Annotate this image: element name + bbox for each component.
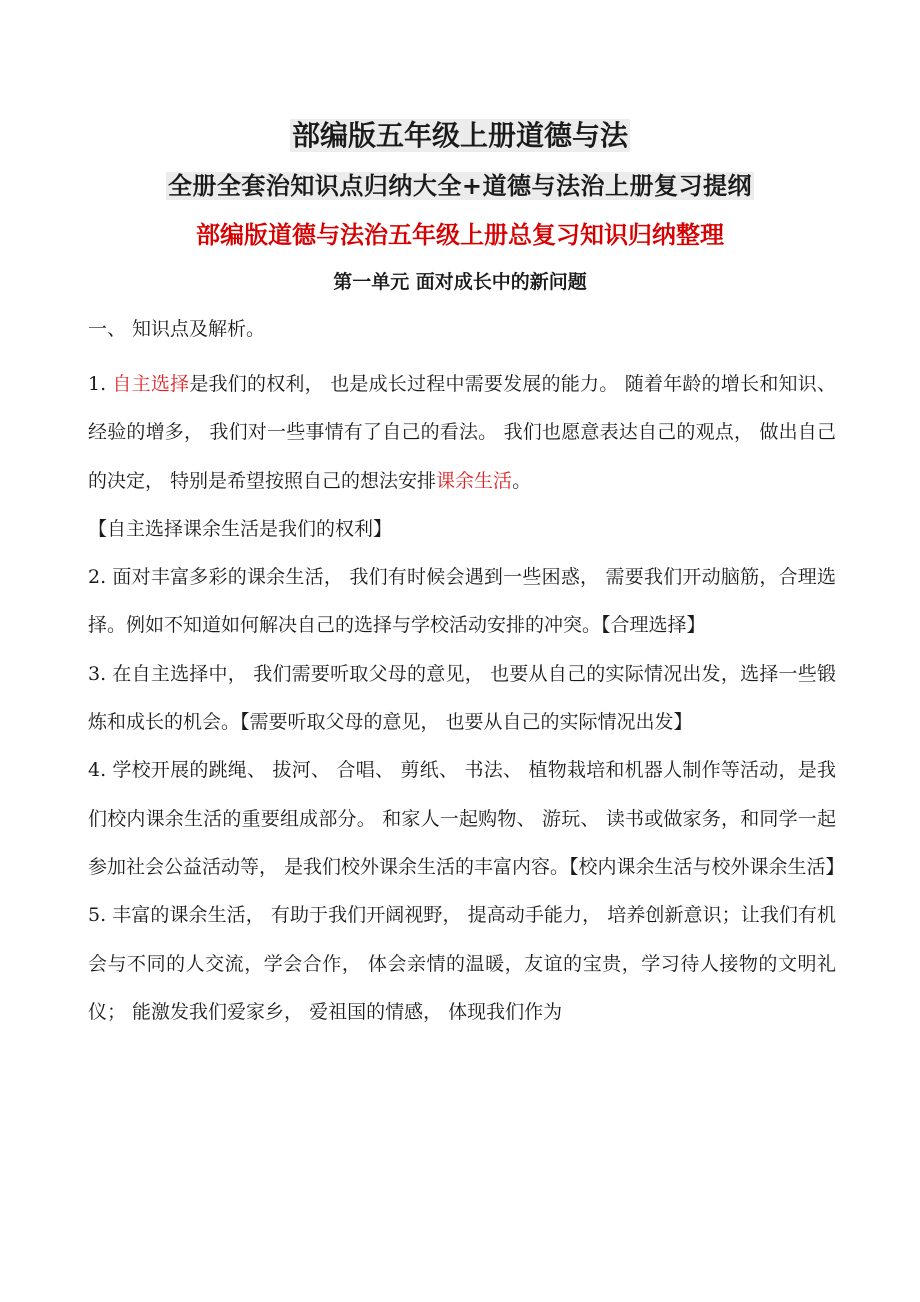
main-title bbox=[0, 116, 920, 156]
section-heading: 一、 知识点及解析。 bbox=[88, 318, 266, 340]
paragraph-text: 是我们的权利， 也是成长过程中需要发展的能力。 随着年龄的增长和知识、 经验的增多， 我们对一些事情有了自己的看法。 我们也愿意表达自己的观点， 做出自己的决定， 特别是希望按照自己的想法安排 bbox=[88, 373, 836, 492]
highlight-term: 自主选择 bbox=[112, 373, 190, 395]
subtitle-text: 全册全套治知识点归纳大全+道德与法治上册复习提纲 bbox=[167, 172, 753, 200]
subtitle bbox=[0, 168, 920, 204]
paragraph-3: 3. 在自主选择中， 我们需要听取父母的意见， 也要从自己的实际情况出发，选择一些锻炼和成长的机会。【需要听取父母的意见， 也要从自己的实际情况出发】 bbox=[88, 662, 836, 734]
paragraph-text: 。 bbox=[512, 469, 532, 492]
main-title-text: 部编版五年级上册道德与法 bbox=[291, 119, 628, 152]
paragraph-1 bbox=[88, 360, 836, 505]
document-body bbox=[88, 360, 845, 1036]
paragraph-1-tag: 【自主选择课余生活是我们的权利】 bbox=[88, 517, 393, 540]
highlight-term: 课余生活 bbox=[436, 469, 513, 492]
paragraph-2: 2. 面对丰富多彩的课余生活， 我们有时候会遇到一些困惑， 需要我们开动脑筋，合理选择。例如不知道如何解决自己的选择与学校活动安排的冲突。【合理选择】 bbox=[88, 566, 836, 637]
unit-heading: 第一单元 面对成长中的新问题 bbox=[333, 271, 587, 293]
paragraph-5: 5. 丰富的课余生活， 有助于我们开阔视野， 提高动手能力， 培养创新意识；让我们有机会与不同的人交流，学会合作， 体会亲情的温暖，友谊的宝贵，学习待人接物的文明礼仪； 能激发我们爱家乡， 爱祖国的情感， 体现我们作为 bbox=[88, 904, 836, 1023]
red-subtitle: 部编版道德与法治五年级上册总复习知识归纳整理 bbox=[196, 221, 724, 249]
paragraph-number: 1. bbox=[88, 373, 113, 395]
paragraph-4: 4. 学校开展的跳绳、 拔河、 合唱、 剪纸、 书法、 植物栽培和机器人制作等活动，是我们校内课余生活的重要组成部分。 和家人一起购物、 游玩、 读书或做家务，和同学一起参加社会公益活动等， 是我们校外课余生活的丰富内容。【校内课余生活与校外课余生活】 bbox=[88, 759, 845, 878]
